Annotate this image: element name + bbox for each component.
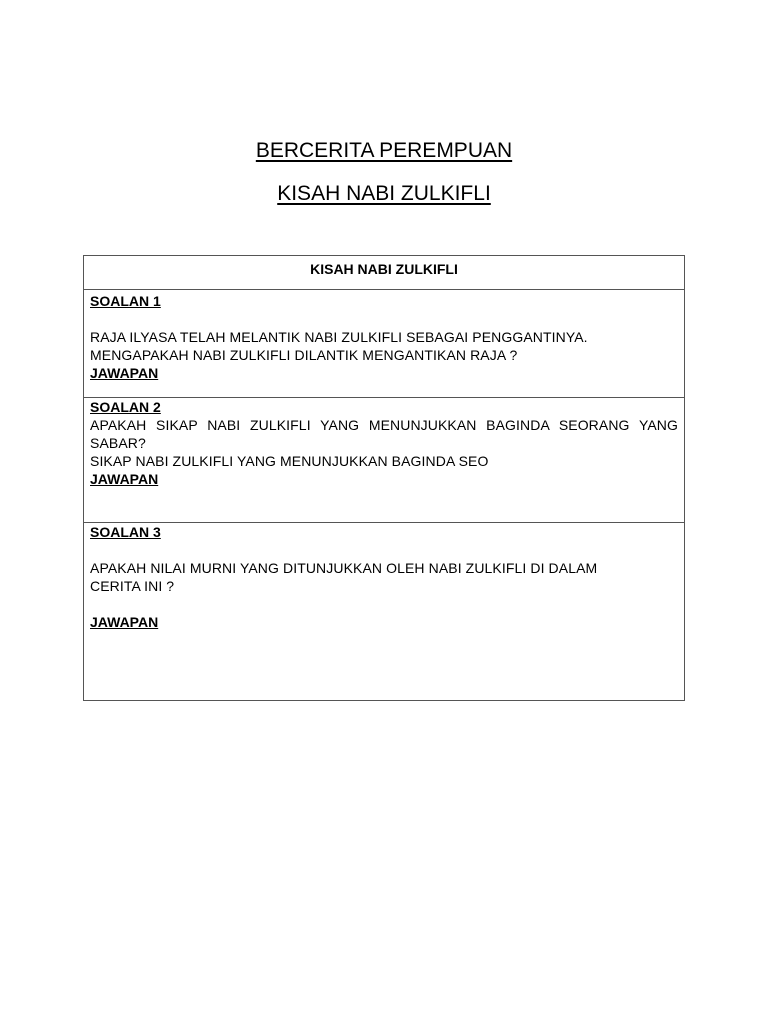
question-table xyxy=(83,255,685,701)
question-text: RAJA ILYASA TELAH MELANTIK NABI ZULKIFLI SEBAGAI PENGGANTINYA. xyxy=(90,329,588,345)
answer-label: JAWAPAN xyxy=(90,365,159,381)
table-header: KISAH NABI ZULKIFLI xyxy=(84,256,684,290)
question-label: SOALAN 3 xyxy=(90,524,161,540)
question-row-2 xyxy=(84,398,684,523)
question-text: APAKAH NILAI MURNI YANG DITUNJUKKAN OLEH NABI ZULKIFLI DI DALAM CERITA INI ? xyxy=(90,560,598,594)
document-title: BERCERITA PEREMPUAN xyxy=(255,139,513,162)
question-label: SOALAN 1 xyxy=(90,293,161,309)
question-row-1 xyxy=(84,290,684,398)
answer-label: JAWAPAN xyxy=(90,471,159,487)
question-label: SOALAN 2 xyxy=(90,399,161,415)
answer-label: JAWAPAN xyxy=(90,614,159,630)
spacer xyxy=(90,541,678,559)
question-text: MENGAPAKAH NABI ZULKIFLI DILANTIK MENGANTIKAN RAJA ? xyxy=(90,347,518,363)
question-text: APAKAH SIKAP NABI ZULKIFLI YANG MENUNJUKKAN BAGINDA SEORANG YANG SABAR? xyxy=(90,417,678,451)
spacer xyxy=(90,595,678,613)
question-row-3 xyxy=(84,523,684,700)
spacer xyxy=(90,310,678,328)
document-subtitle: KISAH NABI ZULKIFLI xyxy=(277,182,491,205)
question-text: SIKAP NABI ZULKIFLI YANG MENUNJUKKAN BAGINDA SEO xyxy=(90,453,489,469)
